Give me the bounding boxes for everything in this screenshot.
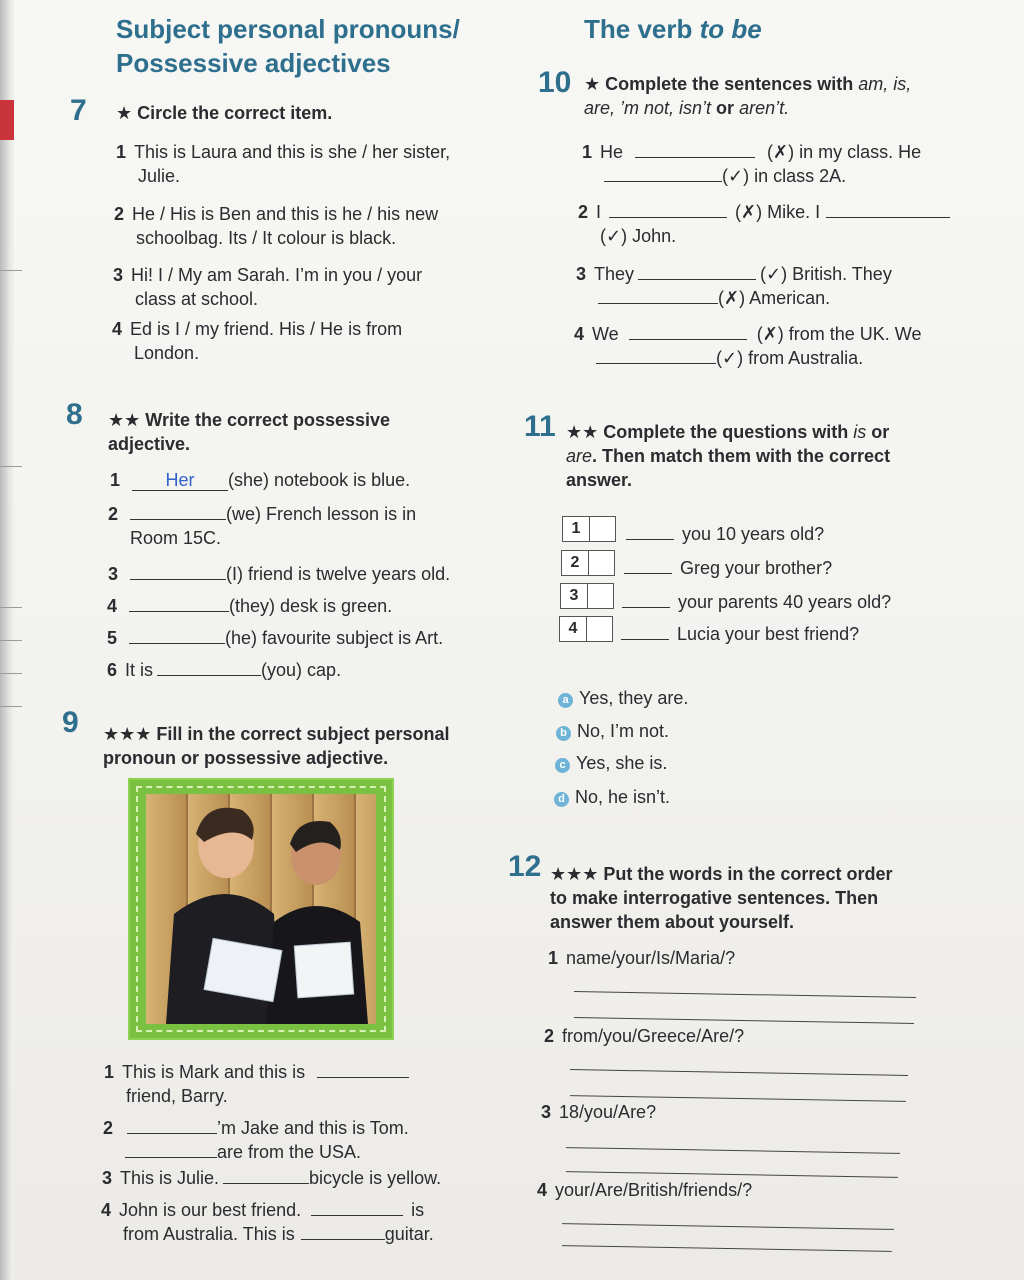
answer-blank[interactable] (317, 1061, 409, 1078)
exercise-11-number: 11 (524, 410, 556, 443)
answer-line[interactable] (566, 1171, 898, 1178)
answer-blank[interactable] (604, 165, 722, 182)
answer-blank[interactable] (598, 287, 718, 304)
answer-line[interactable] (562, 1223, 894, 1230)
answer-field-filled[interactable]: Her (132, 470, 228, 491)
exercise-7-number: 7 (70, 94, 87, 127)
title-line-2: Possessive adjectives (116, 48, 391, 78)
exercise-7-item-2: 2 He / His is Ben and this is he / his new schoolbag. Its / It colour is black. (114, 204, 439, 248)
answer-blank[interactable] (622, 591, 670, 608)
exercise-11-question-2: Greg your brother? (624, 556, 832, 580)
match-box-1[interactable]: 1 (562, 516, 616, 542)
answer-blank[interactable] (157, 659, 261, 676)
edge-mark (0, 466, 22, 467)
exercise-11-answer-d: d No, he isn’t. (554, 785, 670, 809)
match-box-4[interactable]: 4 (559, 616, 613, 642)
boys-with-notebooks-photo (128, 778, 394, 1040)
title-line-1: Subject personal pronouns/ (116, 14, 460, 44)
answer-blank[interactable] (609, 201, 727, 218)
exercise-11-instruction: ★★ Complete the questions with is or are. Then match them with the correct answer. (566, 422, 891, 490)
exercise-10-item-1: 1 He (✗) in my class. He (✓) in class 2A. (582, 142, 922, 186)
match-box-2[interactable]: 2 (561, 550, 615, 576)
exercise-10-item-3: 3 They (✓) British. They (✗) American. (576, 264, 892, 308)
section-title-pronouns (116, 12, 460, 80)
exercise-12-instruction: ★★★ Put the words in the correct order to make interrogative sentences. Then answer them about yourself. (550, 864, 893, 932)
exercise-7-item-3: 3 Hi! I / My am Sarah. I’m in you / your class at school. (113, 265, 423, 309)
answer-blank[interactable] (125, 1141, 217, 1158)
edge-mark (0, 673, 22, 674)
letter-d-icon: d (554, 792, 569, 807)
exercise-12-item-2: 2 from/you/Greece/Are/? (544, 1026, 745, 1046)
match-box-3[interactable]: 3 (560, 583, 614, 609)
edge-mark (0, 270, 22, 271)
answer-line[interactable] (570, 1069, 908, 1076)
exercise-10-item-4: 4 We (✗) from the UK. We (✓) from Australia. (574, 324, 922, 368)
exercise-8-item-2: 2 (we) French lesson is in Room 15C. (108, 504, 417, 548)
exercise-8-item-3: 3 (I) friend is twelve years old. (108, 564, 451, 584)
exercise-9-item-1: 1 This is Mark and this is friend, Barry. (104, 1060, 409, 1108)
exercise-10-number: 10 (538, 66, 572, 99)
exercise-7-item-4: 4 Ed is I / my friend. His / He is from London. (112, 319, 403, 363)
answer-blank[interactable] (130, 563, 226, 580)
exercise-11-question-4: Lucia your best friend? (621, 622, 859, 646)
exercise-11-answer-b: b No, I’m not. (556, 719, 669, 743)
answer-line[interactable] (566, 1147, 900, 1154)
photo-dashed-frame (136, 786, 386, 1032)
answer-blank[interactable] (826, 201, 950, 218)
exercise-12-item-3: 3 18/you/Are? (541, 1102, 657, 1122)
answer-blank[interactable] (129, 627, 225, 644)
edge-mark (0, 640, 22, 641)
exercise-11-question-3: your parents 40 years old? (622, 590, 891, 614)
exercise-9-item-3: 3 This is Julie. bicycle is yellow. (102, 1168, 442, 1188)
page-edge-red-tab (0, 100, 14, 140)
answer-line[interactable] (574, 1017, 914, 1024)
answer-blank[interactable] (635, 141, 755, 158)
exercise-9-instruction: ★★★ Fill in the correct subject personal pronoun or possessive adjective. (103, 724, 450, 768)
exercise-12-item-4: 4 your/Are/British/friends/? (537, 1180, 753, 1200)
answer-blank[interactable] (311, 1199, 403, 1216)
answer-blank[interactable] (127, 1117, 217, 1134)
answer-blank[interactable] (596, 347, 716, 364)
exercise-9-item-4: 4 John is our best friend. is from Australia. This is guitar. (101, 1200, 434, 1244)
exercise-8-item-4: 4 (they) desk is green. (107, 596, 393, 616)
edge-mark (0, 706, 22, 707)
answer-blank[interactable] (223, 1167, 309, 1184)
exercise-10-instruction: ★ Complete the sentences with am, is, are, ’m not, isn’t or aren’t. (584, 74, 912, 118)
exercise-8-item-5: 5 (he) favourite subject is Art. (107, 628, 444, 648)
answer-blank[interactable] (626, 523, 674, 540)
letter-b-icon: b (556, 726, 571, 741)
exercise-10-item-2: 2 I (✗) Mike. I (✓) John. (578, 200, 950, 248)
exercise-8-item-6: 6 It is (you) cap. (107, 660, 342, 680)
exercise-11-answer-a: a Yes, they are. (558, 686, 688, 710)
letter-c-icon: c (555, 758, 570, 773)
answer-blank[interactable] (301, 1223, 385, 1240)
exercise-11-answer-c: c Yes, she is. (555, 751, 667, 775)
exercise-12-number: 12 (508, 850, 542, 883)
letter-a-icon: a (558, 693, 573, 708)
exercise-8-item-1: 1 Her (she) notebook is blue. (110, 470, 411, 490)
exercise-7-item-1: 1 This is Laura and this is she / her sister, Julie. (116, 142, 451, 186)
answer-blank[interactable] (629, 323, 747, 340)
answer-blank[interactable] (129, 595, 229, 612)
section-title-verb-to-be: The verb to be (584, 14, 762, 44)
exercise-9-item-2: 2 ’m Jake and this is Tom. are from the USA. (103, 1118, 409, 1162)
answer-blank[interactable] (130, 503, 226, 520)
answer-blank[interactable] (621, 623, 669, 640)
exercise-12-item-1: 1 name/your/Is/Maria/? (548, 948, 736, 968)
answer-line[interactable] (562, 1245, 892, 1252)
exercise-11-question-1: you 10 years old? (626, 522, 824, 546)
edge-mark (0, 607, 22, 608)
exercise-8-number: 8 (66, 398, 83, 431)
answer-line[interactable] (574, 991, 916, 998)
answer-blank[interactable] (638, 263, 756, 280)
exercise-7-instruction: ★ Circle the correct item. (116, 103, 333, 123)
exercise-9-number: 9 (62, 706, 79, 739)
exercise-8-instruction: ★★ Write the correct possessive adjective. (108, 410, 391, 454)
answer-blank[interactable] (624, 557, 672, 574)
